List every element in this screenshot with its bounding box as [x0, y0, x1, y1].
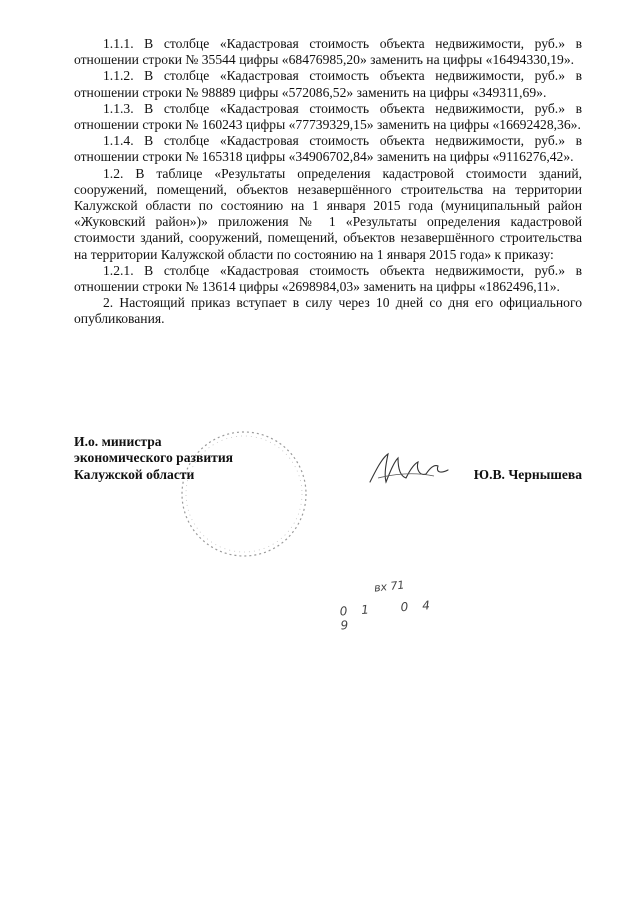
signature-block [74, 434, 582, 554]
paragraph-1-1-2: 1.1.2. В столбце «Кадастровая стоимость объекта недвижимости, руб.» в отношении строки № 98889 цифры «572086,52» заменить на цифры «349311,69». [74, 68, 582, 100]
document-body [74, 36, 582, 328]
signatory-name: Ю.В. Чернышева [473, 467, 582, 482]
paragraph-1-2-1: 1.2.1. В столбце «Кадастровая стоимость объекта недвижимости, руб.» в отношении строки № 13614 цифры «2698984,03» заменить на цифры «1862496,11». [74, 262, 582, 295]
paragraph-1-2: 1.2. В таблице «Результаты определения кадастровой стоимости зданий, сооружений, помещений, объектов незавершённого строительства на территории Калужской области по состоянию на 1 января 2015 года (муниципальный район «Жуковский район»)» приложения № 1 «Результаты определения кадастровой стоимости зданий, сооружений, помещений, объектов незавершённого строительства на территории Калужской области по состоянию на 1 января 2015 года» к приказу: [74, 165, 582, 262]
signatory-title [74, 434, 233, 483]
handwritten-note-line: 01 04 9 [339, 597, 445, 633]
paragraph-1-1-3: 1.1.3. В столбце «Кадастровая стоимость объекта недвижимости, руб.» в отношении строки № 160243 цифры «77739329,15» заменить на цифры «16692428,36». [74, 100, 582, 133]
handwritten-registration-note [330, 578, 470, 633]
signatory-title-line: И.о. министра [74, 434, 162, 449]
handwritten-note-line: вх 71 [373, 578, 406, 595]
paragraph-1-1-1: 1.1.1. В столбце «Кадастровая стоимость объекта недвижимости, руб.» в отношении строки № 35544 цифры «68476985,20» заменить на цифры «16494330,19». [74, 36, 582, 68]
signatory-title-line: экономического развития [74, 450, 234, 466]
handwritten-signature-icon [364, 448, 454, 488]
paragraph-2: 2. Настоящий приказ вступает в силу через 10 дней со дня его официального опубликования. [74, 295, 582, 327]
signatory-title-line: Калужской области [74, 466, 195, 482]
paragraph-1-1-4: 1.1.4. В столбце «Кадастровая стоимость объекта недвижимости, руб.» в отношении строки № 165318 цифры «34906702,84» заменить на цифры «9116276,42». [74, 133, 582, 165]
